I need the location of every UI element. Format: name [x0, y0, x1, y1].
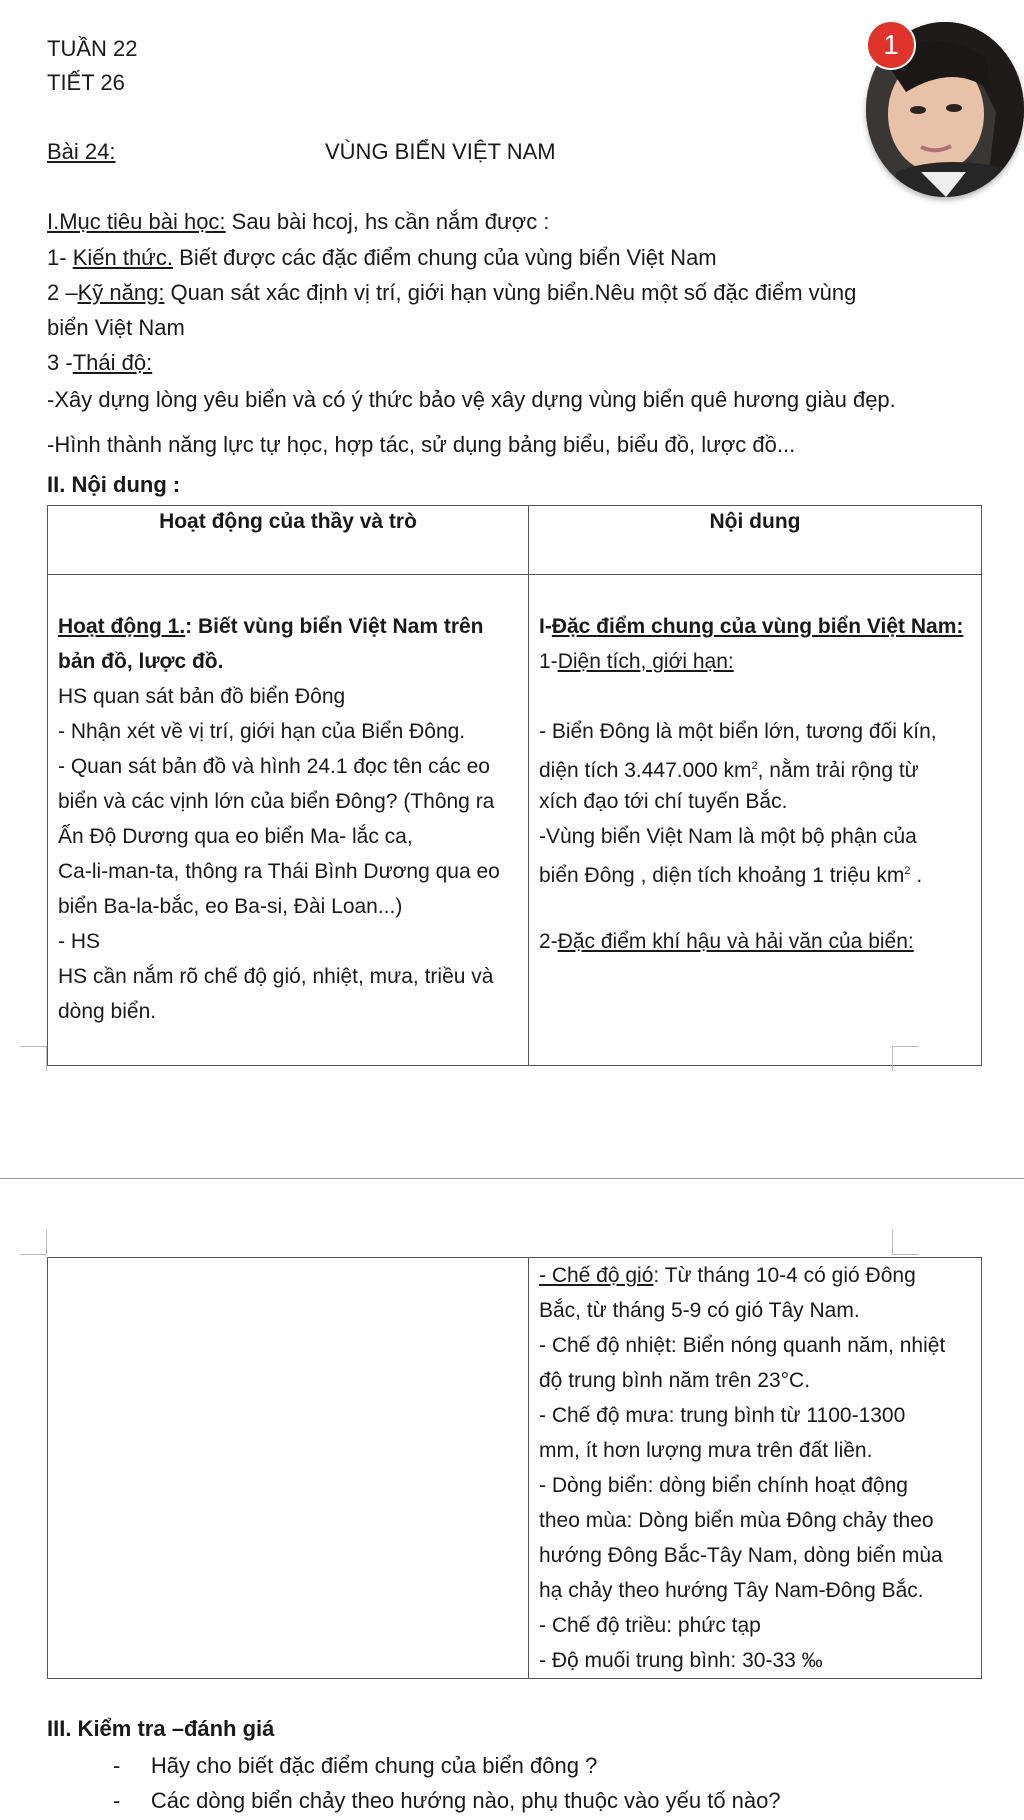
knowledge-text: Biết được các đặc điểm chung của vùng biển Việt Nam	[173, 245, 717, 270]
attitude-label: Thái độ:	[72, 350, 153, 375]
table-header-row	[48, 506, 982, 575]
question-text: Các dòng biển chảy theo hướng nào, phụ thuộc vào yếu tố nào?	[150, 1788, 781, 1813]
climate-line: Bắc, từ tháng 5-9 có gió Tây Nam.	[539, 1299, 860, 1322]
activity-line: - Nhận xét về vị trí, giới hạn của Biển Đông.	[58, 720, 466, 743]
content-table-continued	[47, 1257, 982, 1679]
subsection-1-title: Diện tích, giới hạn:	[557, 650, 734, 673]
page-corner-mark	[20, 1230, 47, 1255]
subsection-1-prefix: 1-	[539, 650, 558, 673]
objective-knowledge	[47, 245, 717, 271]
superscript: 2	[751, 760, 758, 772]
activity-cell-empty	[48, 1258, 529, 1679]
table-header-right	[529, 506, 982, 575]
col-right-label: Nội dung	[709, 510, 801, 533]
activity-label: Hoạt động 1.	[58, 615, 186, 638]
objective-attitude	[47, 350, 152, 376]
question-text: Hãy cho biết đặc điểm chung của biển đông ?	[150, 1753, 598, 1778]
climate-line: mm, ít hơn lượng mưa trên đất liền.	[539, 1439, 873, 1462]
page-corner-mark	[892, 1046, 919, 1071]
subsection-2-title: Đặc điểm khí hậu và hải văn của biển:	[557, 930, 914, 953]
climate-line: độ trung bình năm trên 23°C.	[539, 1369, 811, 1392]
page-separator	[0, 1178, 1024, 1179]
objectives-heading-text: Sau bài hcoj, hs cần nắm được :	[225, 209, 550, 234]
subsection-1-heading	[529, 644, 981, 679]
table-header-left	[48, 506, 529, 575]
climate-line	[529, 1258, 981, 1293]
period-label: TIẾT 26	[47, 70, 125, 95]
section-1-prefix: I-	[539, 615, 552, 638]
vn-area-text: biển Đông , diện tích khoảng 1 triệu km	[539, 864, 905, 887]
activity-line: bản đồ, lược đồ.	[58, 650, 224, 673]
activity-text: : Biết vùng biển Việt Nam trên	[185, 615, 484, 638]
assessment-heading: III. Kiểm tra –đánh giá	[47, 1716, 275, 1741]
subsection-2-prefix: 2-	[539, 930, 558, 953]
climate-line: hạ chảy theo hướng Tây Nam-Đông Bắc.	[539, 1579, 924, 1602]
activity-line: Ca-li-man-ta, thông ra Thái Bình Dương qua eo	[58, 860, 500, 883]
page-corner-mark	[20, 1046, 47, 1071]
knowledge-label: Kiến thức.	[72, 245, 174, 270]
area-text-cont: , nằm trải rộng từ	[757, 759, 919, 782]
objectives-heading-label: I.Mục tiêu bài học:	[47, 209, 226, 234]
climate-line: - Chế độ mưa: trung bình từ 1100-1300	[539, 1404, 906, 1427]
content-line	[529, 749, 981, 784]
activity-line: - HS	[58, 930, 100, 953]
attitude-line-1: -Xây dựng lòng yêu biển và có ý thức bảo vệ xây dựng vùng biển quê hương giàu đẹp.	[47, 387, 896, 412]
content-table	[47, 505, 982, 1066]
climate-line: - Độ muối trung bình: 30-33 ‰	[539, 1649, 823, 1672]
spacer-line	[529, 889, 981, 924]
subsection-2-heading	[529, 924, 981, 959]
attitude-prefix: 3 -	[47, 350, 73, 375]
skill-text: Quan sát xác định vị trí, giới hạn vùng biển.Nêu một số đặc điểm vùng	[164, 280, 857, 305]
area-text: diện tích 3.447.000 km	[539, 759, 752, 782]
activity-line: HS quan sát bản đồ biển Đông	[58, 685, 346, 708]
climate-line: theo mùa: Dòng biển mùa Đông chảy theo	[539, 1509, 934, 1532]
content-line: -Vùng biển Việt Nam là một bộ phận của	[539, 825, 917, 848]
climate-line: - Dòng biển: dòng biển chính hoạt động	[539, 1474, 908, 1497]
wind-label: - Chế độ gió	[539, 1264, 654, 1287]
climate-line: - Chế độ triều: phức tạp	[539, 1614, 761, 1637]
assessment-question: - Hãy cho biết đặc điểm chung của biển đông ?	[113, 1753, 598, 1778]
col-left-label: Hoạt động của thầy và trò	[159, 510, 417, 533]
skill-label: Kỹ năng:	[77, 280, 165, 305]
content-heading: II. Nội dung :	[47, 472, 181, 497]
activity-line: biển và các vịnh lớn của biển Đông? (Thông ra	[58, 790, 495, 813]
table-row	[48, 575, 982, 1066]
activity-line: - Quan sát bản đồ và hình 24.1 đọc tên các eo	[58, 755, 490, 778]
notification-badge[interactable]: 1	[866, 20, 916, 70]
activity-line: Ấn Độ Dương qua eo biển Ma- lắc ca,	[58, 825, 413, 848]
knowledge-prefix: 1-	[47, 245, 73, 270]
objective-skill	[47, 280, 856, 306]
assessment-question: - Các dòng biển chảy theo hướng nào, phụ thuộc vào yếu tố nào?	[113, 1788, 781, 1813]
climate-cell	[529, 1258, 982, 1679]
content-line: - Biển Đông là một biển lớn, tương đối kín,	[539, 720, 937, 743]
activity-line: biển Ba-la-bắc, eo Ba-si, Đài Loan...)	[58, 895, 403, 918]
lesson-label: Bài 24:	[47, 139, 116, 164]
attitude-line-2: -Hình thành năng lực tự học, hợp tác, sử dụng bảng biểu, biểu đồ, lược đồ...	[47, 432, 796, 457]
section-1-title: Đặc điểm chung của vùng biển Việt Nam:	[551, 615, 964, 638]
content-line	[529, 854, 981, 889]
content-cell	[529, 575, 982, 1066]
page-corner-mark	[892, 1230, 919, 1255]
spacer-line	[529, 679, 981, 714]
content-line: xích đạo tới chí tuyến Bắc.	[539, 790, 788, 813]
superscript: 2	[904, 865, 911, 877]
objectives-heading	[47, 209, 549, 235]
wind-text: : Từ tháng 10-4 có gió Đông	[653, 1264, 916, 1287]
skill-prefix: 2 –	[47, 280, 78, 305]
activity-line: HS cần nắm rõ chế độ gió, nhiệt, mưa, triều và	[58, 965, 494, 988]
climate-line: hướng Đông Bắc-Tây Nam, dòng biển mùa	[539, 1544, 943, 1567]
vn-area-text-cont: .	[910, 864, 923, 887]
objective-skill-cont: biển Việt Nam	[47, 315, 185, 340]
week-label: TUẦN 22	[47, 36, 138, 61]
activity-heading	[48, 609, 528, 644]
section-1-heading	[529, 609, 981, 644]
activity-cell	[48, 575, 529, 1066]
table-row	[48, 1258, 982, 1679]
lesson-title: VÙNG BIỂN VIỆT NAM	[325, 139, 556, 164]
climate-line: - Chế độ nhiệt: Biển nóng quanh năm, nhiệt	[539, 1334, 946, 1357]
activity-line: dòng biển.	[58, 1000, 157, 1023]
